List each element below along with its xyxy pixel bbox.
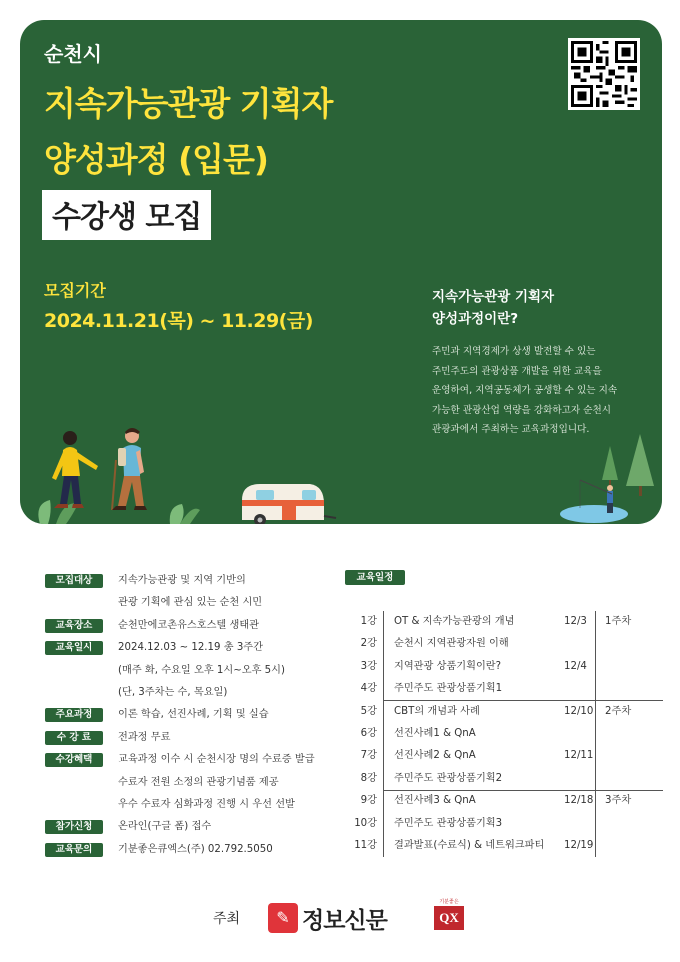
lecture-topic: 순천시 지역관광자원 이해 <box>394 638 509 650</box>
lecture-topic: 지역관광 상품기획이란? <box>394 660 502 672</box>
about-desc-line: 주민주도의 관광상품 개발을 위한 교육을 <box>432 365 602 377</box>
info-tag: 교육장소 <box>45 619 103 633</box>
period-label: 모집기간 <box>44 281 106 300</box>
lecture-topic: 주민주도 관광상품기획3 <box>394 817 503 829</box>
info-row <box>45 704 335 726</box>
info-value: (매주 화, 수요일 오후 1시~오후 5시) <box>118 664 285 676</box>
info-value: 온라인(구글 폼) 접수 <box>118 821 212 833</box>
info-row <box>45 839 335 861</box>
info-value: 지속가능관광 및 지역 기반의 <box>118 575 246 586</box>
lecture-topic: CBT의 개념과 사례 <box>394 705 480 717</box>
hikers-illustration <box>52 428 147 510</box>
schedule-row <box>345 633 663 655</box>
recruit-badge: 수강생 모집 <box>42 190 211 240</box>
info-row <box>45 794 335 816</box>
banner-illustration <box>20 400 662 524</box>
info-row <box>45 637 335 659</box>
info-row <box>45 592 335 614</box>
lecture-number: 6강 <box>360 727 377 739</box>
info-value: 2024.12.03 ~ 12.19 총 3주간 <box>118 642 263 654</box>
lecture-topic: 선진사례2 & QnA <box>394 750 476 762</box>
lecture-week: 1주차 <box>605 616 632 627</box>
info-tag: 수 강 료 <box>45 731 103 745</box>
lecture-number: 5강 <box>360 705 377 717</box>
lecture-topic: 결과발표(수료식) & 네트워크파티 <box>394 839 545 851</box>
lecture-week: 3주차 <box>605 795 632 807</box>
lecture-topic: 주민주도 관광상품기획1 <box>394 683 503 695</box>
lecture-date: 12/11 <box>564 750 594 762</box>
lecture-date: 12/3 <box>564 616 587 627</box>
info-tag: 교육일시 <box>45 641 103 655</box>
about-desc-line: 관광과에서 주최하는 교육과정입니다. <box>432 424 590 435</box>
about-title <box>432 286 554 330</box>
partner-logo-small-text: 기분좋은 <box>439 899 459 905</box>
info-value: 수료자 전원 소정의 관광기념품 제공 <box>118 776 279 788</box>
camper-trailer-icon <box>242 484 336 524</box>
info-value: 관광 기획에 관심 있는 순천 시민 <box>118 597 263 609</box>
info-row <box>45 816 335 838</box>
schedule-table <box>345 611 663 857</box>
info-value: 우수 수료자 심화과정 진행 시 우선 선발 <box>118 798 295 810</box>
info-row <box>45 660 335 682</box>
schedule-row <box>345 835 663 857</box>
lecture-topic: 주민주도 관광상품기획2 <box>394 772 503 784</box>
city-name: 순천시 <box>44 42 102 66</box>
lecture-number: 8강 <box>360 772 377 784</box>
lecture-topic: 선진사례1 & QnA <box>394 727 476 739</box>
fishing-illustration <box>560 480 628 523</box>
info-tag: 교육문의 <box>45 843 103 857</box>
lecture-week: 2주차 <box>605 705 632 717</box>
schedule-row <box>345 790 663 812</box>
schedule-tag: 교육일정 <box>345 570 405 585</box>
schedule-row <box>345 611 663 633</box>
info-row <box>45 615 335 637</box>
hero-banner <box>20 20 662 524</box>
about-desc-line: 주민과 지역경제가 상생 발전할 수 있는 <box>432 346 596 357</box>
info-value: 이론 학습, 선진사례, 기획 및 실습 <box>118 709 269 721</box>
lecture-date: 12/19 <box>564 839 594 851</box>
about-desc-line: 가능한 관광산업 역량을 강화하고자 순천시 <box>432 404 612 416</box>
info-value: (단, 3주차는 수, 목요일) <box>118 686 228 698</box>
qr-code-icon[interactable] <box>568 38 640 110</box>
info-row <box>45 682 335 704</box>
lecture-date: 12/4 <box>564 660 587 672</box>
newspaper-logo-icon: ✎ <box>268 903 298 933</box>
schedule-row <box>345 701 663 723</box>
lecture-topic: OT & 지속가능관광의 개념 <box>394 616 515 627</box>
lecture-number: 2강 <box>360 638 377 650</box>
info-row <box>45 570 335 592</box>
host-organization: 정보신문 <box>302 908 387 934</box>
schedule-row <box>345 745 663 767</box>
partner-logo-mark: QX <box>434 906 464 930</box>
lecture-number: 4강 <box>360 683 377 695</box>
lecture-number: 1강 <box>360 616 377 627</box>
lecture-number: 9강 <box>360 795 377 807</box>
info-value: 기분좋은큐엑스(주) 02.792.5050 <box>118 843 273 855</box>
info-tag: 모집대상 <box>45 574 103 588</box>
lecture-topic: 선진사례3 & QnA <box>394 795 476 807</box>
info-tag: 참가신청 <box>45 820 103 834</box>
schedule-row <box>345 656 663 678</box>
info-value: 전과정 무료 <box>118 731 171 743</box>
main-title-line1: 지속가능관광 기획자 <box>44 84 333 123</box>
info-tag: 주요과정 <box>45 708 103 722</box>
schedule-row <box>345 723 663 745</box>
lecture-date: 12/10 <box>564 705 594 717</box>
about-title-line: 지속가능관광 기획자 <box>432 289 555 305</box>
schedule-row <box>345 768 663 790</box>
info-list <box>45 570 335 861</box>
main-title-line2: 양성과정 (입문) <box>44 140 268 179</box>
lecture-number: 7강 <box>360 750 377 762</box>
info-value: 순천만에코촌유스호스텔 생태관 <box>118 619 260 631</box>
lecture-date: 12/18 <box>564 795 594 807</box>
info-row <box>45 749 335 771</box>
info-row <box>45 772 335 794</box>
info-value: 교육과정 이수 시 순천시장 명의 수료증 발급 <box>118 754 315 766</box>
host-label: 주최 <box>213 911 241 927</box>
schedule-row <box>345 678 663 700</box>
info-tag: 수강혜택 <box>45 753 103 767</box>
about-title-line: 양성과정이란? <box>432 311 519 327</box>
about-desc-line: 운영하여, 지역공동체가 공생할 수 있는 지속 <box>432 385 618 396</box>
schedule-row <box>345 813 663 835</box>
period-value: 2024.11.21(목) ~ 11.29(금) <box>44 310 313 332</box>
lecture-number: 10강 <box>354 817 377 829</box>
lecture-number: 11강 <box>354 839 377 851</box>
lecture-number: 3강 <box>360 660 377 672</box>
info-row <box>45 727 335 749</box>
partner-logo <box>434 898 464 934</box>
